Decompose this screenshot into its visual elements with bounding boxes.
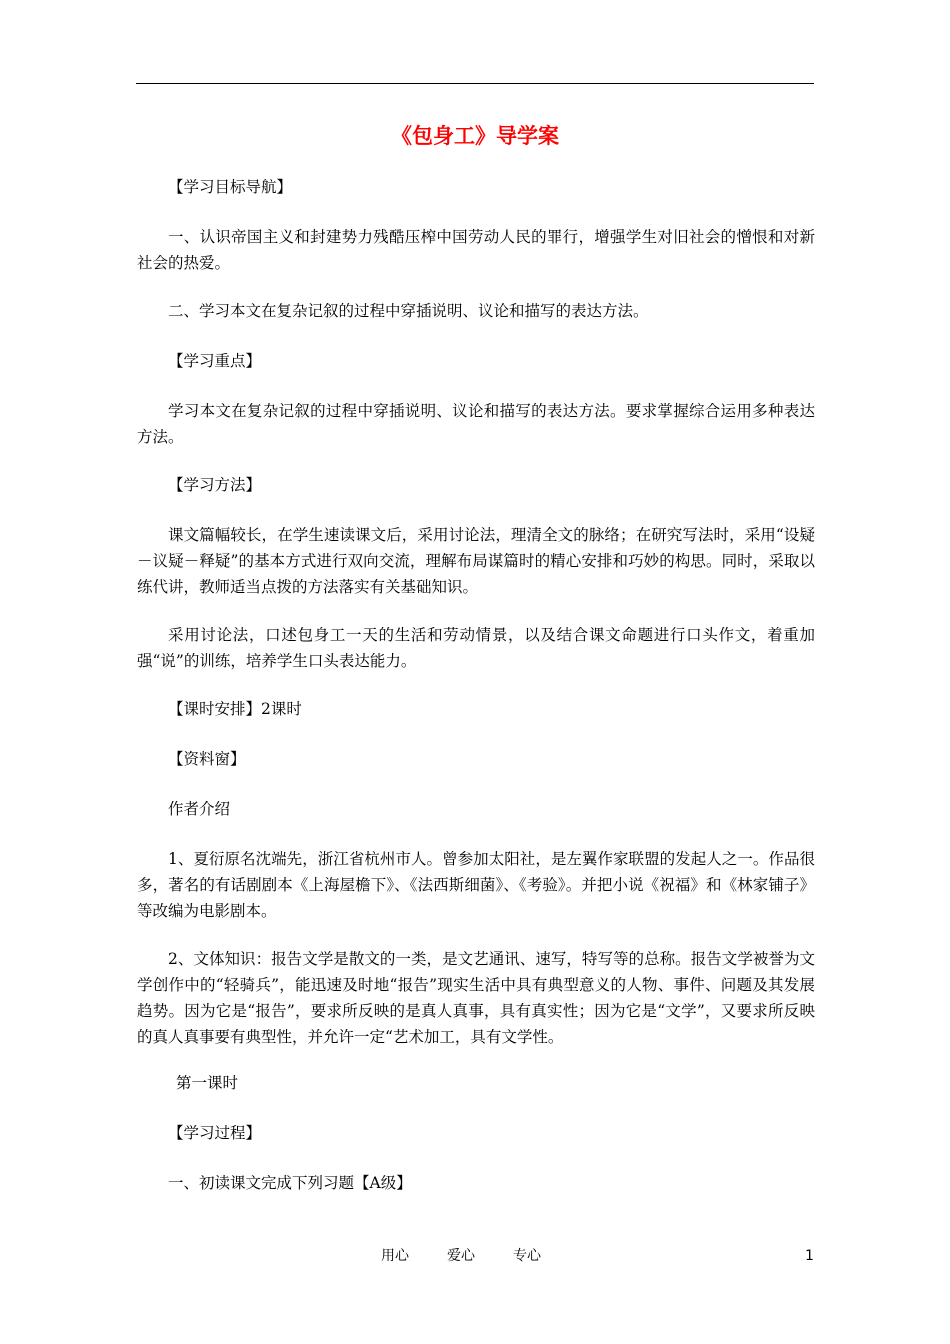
- focus-paragraph: 学习本文在复杂记叙的过程中穿插说明、议论和描写的表达方法。要求掌握综合运用多种表达方法。: [137, 402, 815, 446]
- goal-1-paragraph: 一、认识帝国主义和封建势力残酷压榨中国劳动人民的罪行，增强学生对旧社会的憎恨和对新社会的热爱。: [137, 228, 815, 272]
- goals-heading: 【学习目标导航】: [168, 178, 293, 196]
- resources-heading: 【资料窗】: [168, 750, 246, 768]
- focus-heading: 【学习重点】: [168, 352, 262, 370]
- header-rule: [136, 83, 814, 84]
- author-intro-paragraph-1: 1、夏衍原名沈端先，浙江省杭州市人。曾参加太阳社，是左翼作家联盟的发起人之一。作品很多，著名的有话剧剧本《上海屋檐下》、《法西斯细菌》、《考验》。并把小说《祝福》和《林家铺子》等改编为电影剧本。: [137, 850, 815, 920]
- goal-2-paragraph: 二、学习本文在复杂记叙的过程中穿插说明、议论和描写的表达方法。: [168, 302, 649, 320]
- lesson-1-heading: 第一课时: [176, 1074, 239, 1092]
- footer-motto: [381, 1245, 541, 1267]
- footer-motto-word: 用心: [381, 1248, 409, 1264]
- document-title: 《包身工》导学案: [391, 124, 559, 148]
- page-number: 1: [805, 1248, 814, 1264]
- task-1-line: 一、初读课文完成下列习题【A级】: [168, 1174, 412, 1192]
- author-intro-heading: 作者介绍: [168, 800, 231, 818]
- process-heading: 【学习过程】: [168, 1124, 262, 1142]
- author-intro-paragraph-2: 2、文体知识：报告文学是散文的一类，是文艺通讯、速写，特写等的总称。报告文学被誉为文学创作中的“轻骑兵”，能迅速及时地“报告”现实生活中具有典型意义的人物、事件、问题及其发展趋势。因为它是“报告”，要求所反映的是真人真事，具有真实性；因为它是“文学”，又要求所反映的真人真事要有典型性，并允许一定“艺术加工，具有文学性。: [137, 950, 815, 1046]
- method-paragraph-1: 课文篇幅较长，在学生速读课文后，采用讨论法，理清全文的脉络；在研究写法时，采用“设疑－议疑－释疑”的基本方式进行双向交流，理解布局谋篇时的精心安排和巧妙的构思。同时，采取以练代讲，教师适当点拨的方法落实有关基础知识。: [137, 526, 815, 596]
- method-paragraph-2: 采用讨论法，口述包身工一天的生活和劳动情景，以及结合课文命题进行口头作文，着重加强“说”的训练，培养学生口头表达能力。: [137, 626, 815, 670]
- method-heading: 【学习方法】: [168, 476, 262, 494]
- footer-motto-word: 爱心: [447, 1248, 475, 1264]
- footer-motto-word: 专心: [513, 1248, 541, 1264]
- schedule-heading: 【课时安排】2课时: [168, 700, 302, 718]
